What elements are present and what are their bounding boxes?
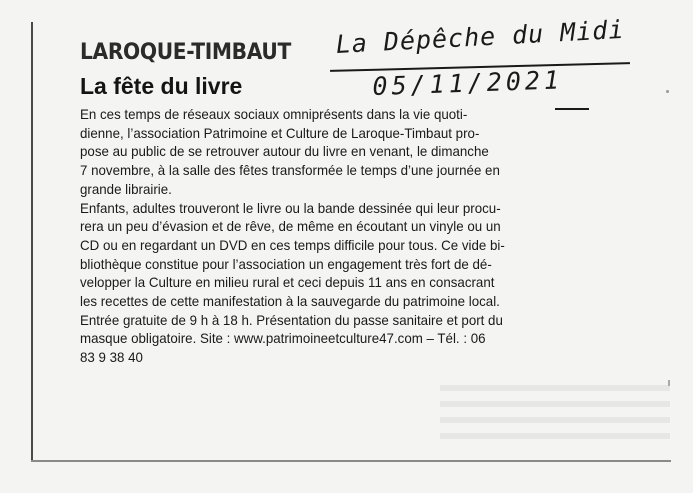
- scan-speck: [666, 90, 669, 93]
- article-line: masque obligatoire. Site : www.patrimoineetculture47.com – Tél. : 06: [80, 331, 486, 347]
- article-line: CD ou en regardant un DVD en ces temps difficile pour tous. Ce vide bi-: [80, 237, 505, 253]
- article-line: grande librairie.: [80, 181, 172, 197]
- article-line: les recettes de cette manifestation à la sauvegarde du patrimoine local.: [80, 294, 500, 310]
- article-line: bliothèque constitue pour l’association un engagement très fort de dé-: [80, 256, 492, 272]
- handwritten-date-note: 05/11/2021: [372, 65, 564, 101]
- article-line: 83 9 38 40: [80, 350, 143, 366]
- article-line: rera un peu d’évasion et de rêve, de même en écoutant un vinyle ou un: [80, 219, 501, 235]
- column-rule-left: [31, 22, 33, 462]
- column-rule-bottom: [31, 460, 671, 462]
- article-line: 7 novembre, à la salle des fêtes transformée le temps d’une journée en: [80, 163, 500, 179]
- article-line: En ces temps de réseaux sociaux omniprésents dans la vie quoti-: [80, 107, 468, 122]
- reverse-side-bleed-through: [440, 385, 670, 445]
- article-line: pose au public de se retrouver autour du livre en venant, le dimanche: [80, 144, 489, 160]
- article-line: Enfants, adultes trouveront le livre ou la bande dessinée qui leur procu-: [80, 200, 501, 216]
- article-headline: La fête du livre: [80, 73, 243, 99]
- handwritten-source-note: La Dépêche du Midi: [335, 14, 626, 59]
- article-line: dienne, l’association Patrimoine et Culture de Laroque-Timbaut pro-: [80, 125, 480, 141]
- town-rubric: LAROQUE-TIMBAUT: [80, 40, 291, 65]
- article-line: velopper la Culture en milieu rural et ceci depuis 11 ans en consacrant: [80, 275, 495, 291]
- article-body: [80, 106, 680, 368]
- article-line: Entrée gratuite de 9 h à 18 h. Présentation du passe sanitaire et port du: [80, 312, 503, 328]
